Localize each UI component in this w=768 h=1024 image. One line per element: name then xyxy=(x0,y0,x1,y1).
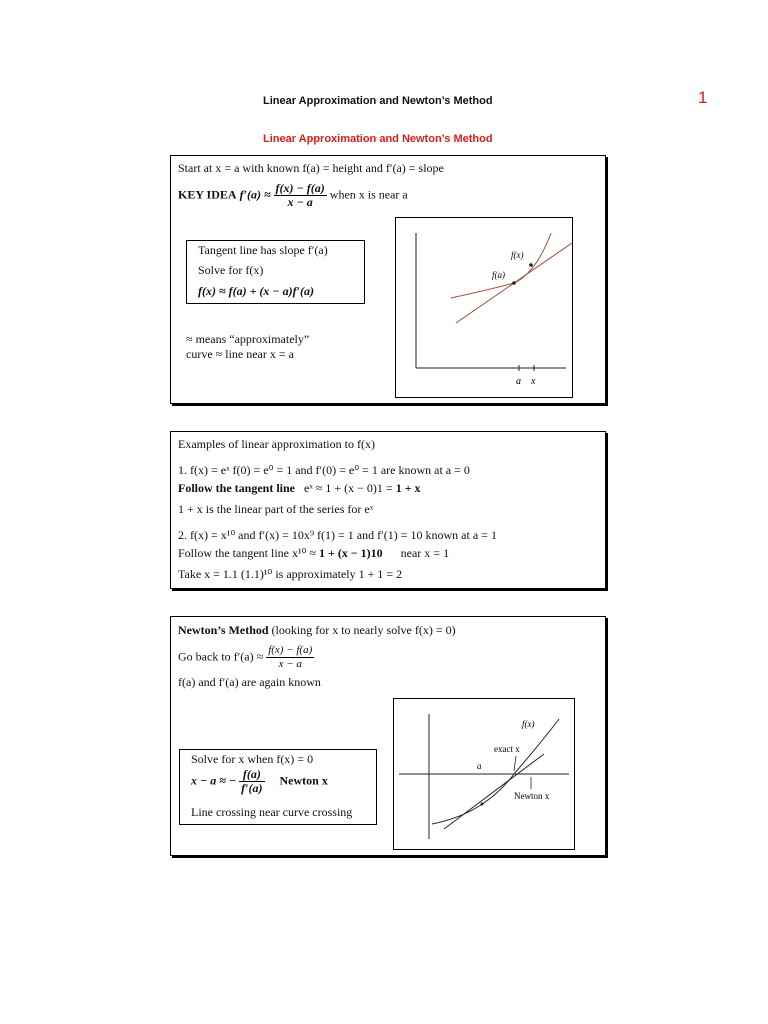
slide2-line4: 1 + x is the linear part of the series for eˣ xyxy=(178,502,374,516)
newton-point-a xyxy=(481,803,484,806)
key-idea-lhs: f′(a) ≈ xyxy=(239,187,271,202)
goback-denominator: x − a xyxy=(278,658,302,670)
follow-tangent-bold: Follow the tangent line xyxy=(178,481,295,495)
slide2-line7: Take x = 1.1 (1.1)¹⁰ is approximately 1 + 1 = 2 xyxy=(178,567,403,581)
tangent-box-line1: Tangent line has slope f′(a) xyxy=(198,243,328,257)
newton-label-exact: exact x xyxy=(494,744,520,754)
approx-line1: ≈ means “approximately” xyxy=(186,332,310,346)
slide2-line3 xyxy=(178,481,421,496)
tangent-box-formula: f(x) ≈ f(a) + (x − a)f′(a) xyxy=(198,284,315,298)
tangent-figure xyxy=(395,217,573,398)
tangent-box-line2: Solve for f(x) xyxy=(198,263,264,277)
goback-fraction xyxy=(266,644,314,671)
newton-box xyxy=(179,749,377,825)
slide1-line1: Start at x = a with known f(a) = height and f′(a) = slope xyxy=(178,161,444,175)
key-idea-fraction xyxy=(274,182,327,209)
goback-row xyxy=(178,644,314,671)
point-fa xyxy=(512,281,516,285)
slide3-title xyxy=(178,623,456,638)
newton-curve xyxy=(432,719,559,824)
slide-1 xyxy=(170,155,606,404)
exact-arrow xyxy=(514,756,516,771)
newton-box-formula xyxy=(191,768,328,795)
newton-box-line1: Solve for x when f(x) = 0 xyxy=(191,752,314,766)
newton-box-fraction xyxy=(239,768,264,795)
newton-box-denominator: f′(a) xyxy=(241,781,263,795)
slide1-title: Linear Approximation and Newton’s Method xyxy=(263,133,493,145)
newton-label-fx: f(x) xyxy=(522,719,535,729)
newton-title-rest: (looking for x to nearly solve f(x) = 0) xyxy=(271,623,456,637)
newton-figure xyxy=(393,698,575,850)
tangent-box xyxy=(186,240,365,304)
newton-box-numerator: f(a) xyxy=(239,768,264,782)
newton-box-line3: Line crossing near curve crossing xyxy=(191,805,353,819)
page-number: 1 xyxy=(698,88,708,107)
line6-end: near x = 1 xyxy=(400,546,450,560)
point-fx xyxy=(529,263,533,267)
axis-label-a: a xyxy=(516,376,521,387)
axis-label-x: x xyxy=(531,376,536,387)
approx-line2: curve ≈ line near x = a xyxy=(186,347,294,361)
slide3-line3: f(a) and f′(a) are again known xyxy=(178,675,321,689)
label-fx: f(x) xyxy=(511,250,524,260)
newton-box-lhs: x − a ≈ − xyxy=(191,773,237,788)
tangent-figure-svg xyxy=(396,218,572,397)
key-idea-numerator: f(x) − f(a) xyxy=(275,181,325,195)
newton-label-a: a xyxy=(477,761,482,771)
goback-numerator: f(x) − f(a) xyxy=(268,644,313,656)
curve-fx xyxy=(451,233,551,298)
slide-2 xyxy=(170,431,606,589)
follow-tangent-result: 1 + x xyxy=(395,481,421,495)
newton-figure-svg xyxy=(394,699,574,849)
label-fa: f(a) xyxy=(492,270,505,280)
page-header: Linear Approximation and Newton’s Method xyxy=(263,95,493,107)
goback-lhs: Go back to f′(a) ≈ xyxy=(178,649,264,664)
slide2-line6 xyxy=(178,546,449,561)
newton-title-bold: Newton’s Method xyxy=(178,623,269,637)
slide-3 xyxy=(170,616,606,856)
key-idea-row xyxy=(178,182,408,209)
line6-bold: 1 + (x − 1)10 xyxy=(318,546,383,560)
slide2-line2: 1. f(x) = eˣ f(0) = e⁰ = 1 and f′(0) = e⁰ = 1 are known at a = 0 xyxy=(178,463,470,477)
key-idea-denominator: x − a xyxy=(287,195,313,209)
line6-start: Follow the tangent line x¹⁰ ≈ xyxy=(178,546,316,560)
newton-label-newton: Newton x xyxy=(514,791,550,801)
newton-box-label: Newton x xyxy=(279,773,328,788)
key-idea-label: KEY IDEA xyxy=(178,187,237,202)
slide2-line5: 2. f(x) = x¹⁰ and f′(x) = 10x⁹ f(1) = 1 and f′(1) = 10 known at a = 1 xyxy=(178,528,497,542)
key-idea-suffix: when x is near a xyxy=(329,187,408,202)
follow-tangent-rest: eˣ ≈ 1 + (x − 0)1 = xyxy=(304,481,393,495)
slide2-line1: Examples of linear approximation to f(x) xyxy=(178,437,375,451)
